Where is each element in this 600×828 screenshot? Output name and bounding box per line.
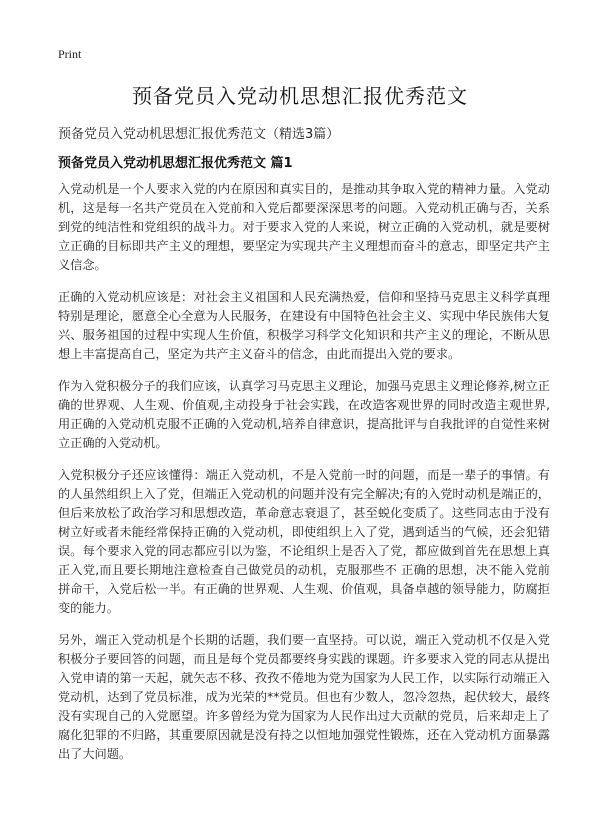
article-body (58, 180, 550, 777)
paragraph-5: 另外，端正入党动机是个长期的话题，我们要一直坚持。可以说，端正入党动机不仅是入党积极分子要回答的问题，而且是每个党员都要终身实践的课题。许多要求入党的同志从提出入党申请的第一天起，就矢志不移、孜孜不倦地为党为国家为人民工作，以实际行动端正入党动机，达到了党员标准，成为光荣的**党员。但也有少数人，忽冷忽热，起伏较大，最终没有实现自己的入党愿望。许多曾经为党为国家为人民作出过大贡献的党员，后来却走上了腐化犯罪的不归路，其重要原因就是没有持之以恒地加强党性锻炼，还在入党动机方面暴露出了大问题。 (58, 633, 550, 761)
section-heading: 预备党员入党动机思想汇报优秀范文 篇1 (58, 156, 293, 171)
document-subtitle: 预备党员入党动机思想汇报优秀范文（精选3篇） (58, 127, 340, 142)
paragraph-4: 入党积极分子还应该懂得：端正入党动机，不是入党前一时的问题，而是一辈子的事情。有的人虽然组织上入了党，但端正入党动机的问题并没有完全解决;有的入党时动机是端正的，但后来放松了政治学习和思想改造，革命意志衰退了，甚至蜕化变质了。这些同志由于没有树立好或者未能经常保持正确的入党动机，即使组织上入了党，遇到适当的气候，还会犯错误。每个要求入党的同志都应引以为鉴，不论组织上是否入了党，都应做到首先在思想上真正入党,而且要长期地注意检查自己做党员的动机，克服那些不 正确的思想，决不能入党前拼命干，入党后松一半。有正确的世界观、人生观、价值观，具备卓越的领导能力，防腐拒变的能力。 (58, 468, 550, 615)
paragraph-3: 作为入党积极分子的我们应该，认真学习马克思主义理论，加强马克思主义理论修养,树立正确的世界观、人生观、价值观,主动投身于社会实践，在改造客观世界的同时改造主观世界,用正确的入党动机克服不正确的入党动机,培养自律意识，提高批评与自我批评的自觉性来树立正确的入党动机。 (58, 379, 550, 450)
page-title: 预备党员入党动机思想汇报优秀范文 (132, 84, 468, 108)
print-link[interactable]: Print (58, 47, 82, 61)
paragraph-2: 正确的入党动机应该是：对社会主义祖国和人民充满热爱，信仰和坚持马克思主义科学真理特别是理论，愿意全心全意为人民服务，在建设有中国特色社会主义、实现中华民族伟大复兴、服务祖国的过程中实现人生价值，积极学习科学文化知识和共产主义的理论，不断从思想上丰富提高自己，坚定为共产主义奋斗的信念，由此而提出入党的要求。 (58, 290, 550, 361)
paragraph-1: 入党动机是一个人要求入党的内在原因和真实目的，是推动其争取入党的精神力量。入党动机，这是每一名共产党员在入党前和入党后都要深深思考的问题。入党动机正确与否，关系到党的纯洁性和党组织的战斗力。对于要求入党的人来说，树立正确的入党动机，就是要树立正确的目标即共产主义的理想，要坚定为实现共产主义理想而奋斗的意志，即坚定共产主义信念。 (58, 182, 550, 272)
